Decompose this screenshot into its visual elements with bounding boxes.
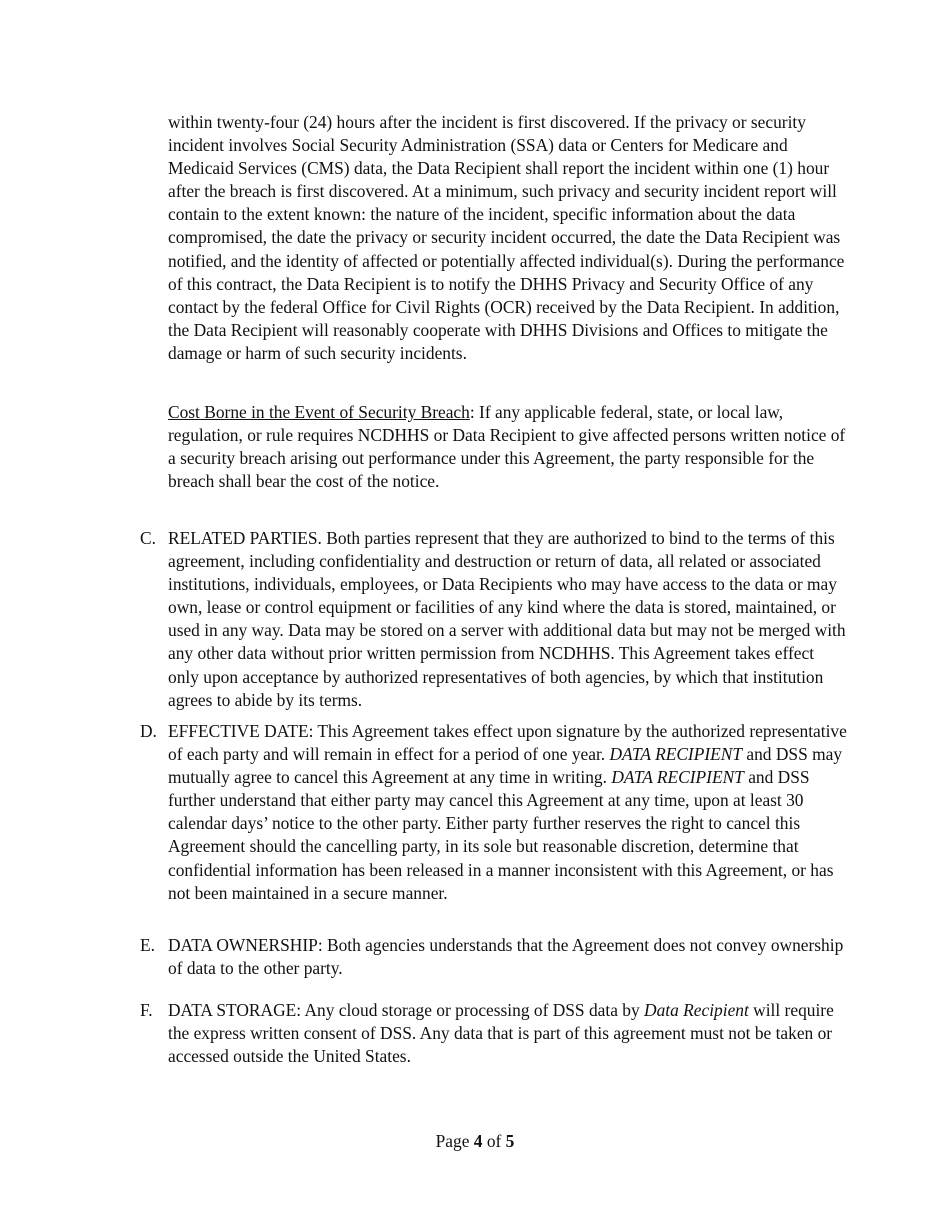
footer-of-word: of — [482, 1131, 506, 1151]
section-f-part1: DATA STORAGE: Any cloud storage or processing of DSS data by — [168, 1000, 645, 1020]
cost-breach-text: : If any applicable federal, state, or local law, regulation, or rule requires NCDHHS or Data Recipient to give affected persons written notice of a security breach arising out performance under this Agreement, the party responsible for the breach shall bear the cost of the notice. — [168, 402, 846, 492]
section-c-text: RELATED PARTIES. Both parties represent that they are authorized to bind to the terms of this agreement, including confidentiality and destruction or return of data, all related or associated institutions, individuals, employees, or Data Recipients who may have access to the data or may own, lease or control equipment or facilities of any kind where the data is stored, maintained, or used in any way. Data may be stored on a server with additional data but may not be merged with any other data without prior written permission from NCDHHS. This Agreement takes effect only upon acceptance by authorized representatives of both agencies, by which that institution agrees to abide by its terms. — [168, 528, 846, 710]
section-c-letter: C. — [140, 528, 156, 548]
section-d-italic2: DATA RECIPIENT — [611, 767, 744, 788]
section-f-italic1: Data Recipient — [644, 1000, 749, 1020]
section-d-text — [168, 720, 848, 905]
section-e-letter: E. — [140, 935, 155, 955]
section-d-letter: D. — [140, 721, 157, 741]
continuation-paragraph: within twenty-four (24) hours after the incident is first discovered. If the privacy or security incident involves Social Security Administration (SSA) data or Centers for Medicare and Medicaid Services (CMS) data, the Data Recipient shall report the incident within one (1) hour after the breach is first discovered. At a minimum, such privacy and security incident report will contain to the extent known: the nature of the incident, specific information about the data compromised, the date the privacy or security incident occurred, the date the Data Recipient was notified, and the identity of affected or potentially affected individual(s). During the performance of this contract, the Data Recipient is to notify the DHHS Privacy and Security Office of any contact by the federal Office for Civil Rights (OCR) received by the Data Recipient. In addition, the Data Recipient will reasonably cooperate with DHHS Divisions and Offices to mitigate the damage or harm of such security incidents. — [168, 112, 845, 363]
cost-breach-paragraph — [168, 401, 848, 493]
section-e-text: DATA OWNERSHIP: Both agencies understands that the Agreement does not convey ownership of data to the other party. — [168, 935, 844, 979]
section-f-data-storage — [140, 999, 848, 1068]
section-d-part3: and DSS further understand that either party may cancel this Agreement at any time, upon at least 30 calendar days’ notice to the other party. Either party further reserves the right to cancel this Agreement should the cancelling party, in its sole but reasonable discretion, determine that confidential information has been released in a manner inconsistent with this Agreement, or has not been maintained in a secure manner. — [168, 767, 834, 903]
section-f-text — [168, 999, 848, 1068]
section-f-letter: F. — [140, 1000, 153, 1020]
section-f-part2: will require the express written consent of DSS. Any data that is part of this agreement must not be taken or accessed outside the United States. — [168, 1000, 834, 1067]
section-d-effective-date — [140, 720, 848, 905]
section-d-italic1: DATA RECIPIENT — [609, 744, 743, 765]
section-e-data-ownership — [140, 934, 848, 980]
section-d-part1: EFFECTIVE DATE: This Agreement takes effect upon signature by the authorized representative of each party and will remain in effect for a period of one year. — [168, 721, 847, 765]
footer-page-current: 4 — [473, 1131, 483, 1151]
footer-page-total: 5 — [505, 1131, 515, 1151]
footer-page-word: Page — [435, 1131, 474, 1151]
section-d-part2: and DSS may mutually agree to cancel this Agreement at any time in writing. — [168, 744, 843, 788]
page-footer — [0, 1130, 950, 1153]
section-c-related-parties — [140, 527, 848, 712]
cost-breach-heading: Cost Borne in the Event of Security Breach — [168, 402, 470, 422]
